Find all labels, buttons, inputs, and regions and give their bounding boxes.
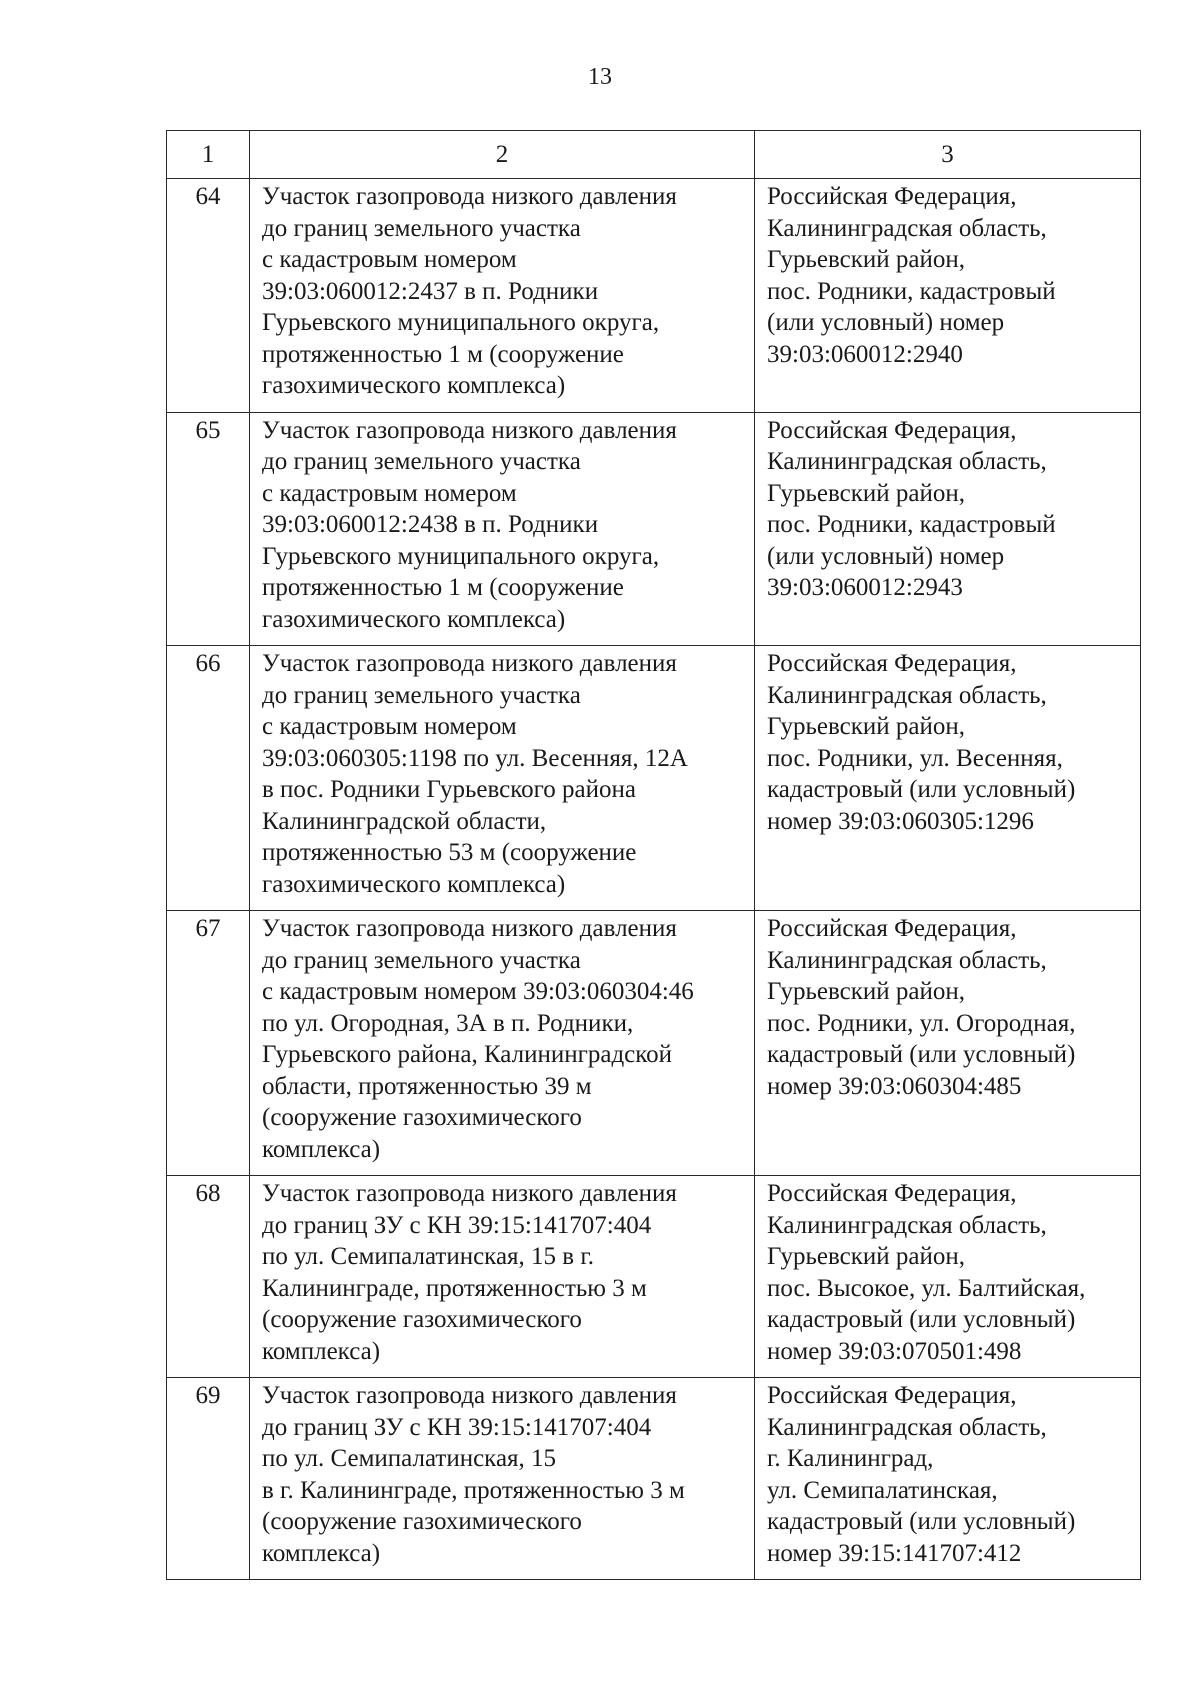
description-line: Калининграде, протяженностью 3 м bbox=[262, 1274, 647, 1302]
description-line: 39:03:060305:1198 по ул. Весенняя, 12А bbox=[262, 744, 688, 772]
description-line: области, протяженностью 39 м bbox=[262, 1072, 592, 1100]
object-address bbox=[755, 646, 1141, 911]
address-line: Калининградская область, bbox=[767, 448, 1047, 475]
object-description bbox=[250, 911, 755, 1176]
description-line: протяженностью 53 м (сооружение bbox=[262, 839, 637, 866]
table-row bbox=[167, 646, 1141, 911]
object-address bbox=[755, 179, 1141, 413]
description-line: Участок газопровода низкого давления bbox=[262, 915, 677, 942]
address-line: (или условный) номер bbox=[767, 542, 1005, 570]
address-line: кадастровый (или условный) bbox=[767, 1306, 1076, 1333]
description-line: (сооружение газохимического bbox=[262, 1508, 582, 1535]
description-line: Участок газопровода низкого давления bbox=[262, 416, 677, 444]
object-description bbox=[250, 1176, 755, 1378]
table-row bbox=[167, 1378, 1141, 1580]
table-row bbox=[167, 911, 1141, 1176]
address-line: Российская Федерация, bbox=[767, 183, 1017, 210]
description-line: Участок газопровода низкого давления bbox=[262, 183, 677, 210]
address-line: пос. Родники, кадастровый bbox=[767, 277, 1056, 305]
description-line: по ул. Огородная, 3А в п. Родники, bbox=[262, 1009, 634, 1037]
table-row bbox=[167, 412, 1141, 646]
address-line: Гурьевский район, bbox=[767, 978, 966, 1005]
address-line: пос. Родники, ул. Огородная, bbox=[767, 1009, 1076, 1037]
column-header-address: 3 bbox=[755, 131, 1141, 179]
description-line: до границ ЗУ с КН 39:15:141707:404 bbox=[262, 1413, 652, 1441]
description-line: 39:03:060012:2438 в п. Родники bbox=[262, 511, 599, 538]
description-line: с кадастровым номером 39:03:060304:46 bbox=[262, 978, 694, 1005]
description-line: с кадастровым номером bbox=[262, 713, 517, 740]
row-number: 68 bbox=[167, 1176, 250, 1378]
description-line: (сооружение газохимического bbox=[262, 1104, 582, 1131]
description-line: комплекса) bbox=[262, 1539, 381, 1567]
object-description bbox=[250, 412, 755, 646]
address-line: Российская Федерация, bbox=[767, 416, 1017, 444]
object-address bbox=[755, 911, 1141, 1176]
address-line: Гурьевский район, bbox=[767, 713, 966, 740]
description-line: Гурьевского муниципального округа, bbox=[262, 542, 660, 570]
description-line: в г. Калининграде, протяженностью 3 м bbox=[262, 1476, 685, 1504]
description-line: комплекса) bbox=[262, 1135, 381, 1163]
address-line: Российская Федерация, bbox=[767, 915, 1017, 942]
address-line: Гурьевский район, bbox=[767, 479, 966, 507]
address-line: Российская Федерация, bbox=[767, 1180, 1017, 1207]
table-row bbox=[167, 1176, 1141, 1378]
description-line: (сооружение газохимического bbox=[262, 1306, 582, 1333]
object-address bbox=[755, 1378, 1141, 1580]
address-line: Гурьевский район, bbox=[767, 246, 966, 273]
address-line: номер 39:03:060304:485 bbox=[767, 1072, 1022, 1100]
column-header-description: 2 bbox=[250, 131, 755, 179]
description-line: газохимического комплекса) bbox=[262, 372, 566, 399]
address-line: номер 39:03:070501:498 bbox=[767, 1337, 1022, 1365]
row-number: 69 bbox=[167, 1378, 250, 1580]
description-line: газохимического комплекса) bbox=[262, 870, 566, 898]
address-line: 39:03:060012:2940 bbox=[767, 340, 963, 368]
description-line: протяженностью 1 м (сооружение bbox=[262, 340, 624, 368]
row-number: 67 bbox=[167, 911, 250, 1176]
address-line: Российская Федерация, bbox=[767, 650, 1017, 677]
objects-table bbox=[166, 130, 1141, 1580]
address-line: Калининградская область, bbox=[767, 1211, 1047, 1239]
address-line: Гурьевский район, bbox=[767, 1243, 966, 1270]
table-row bbox=[167, 179, 1141, 413]
address-line: 39:03:060012:2943 bbox=[767, 574, 963, 601]
object-address bbox=[755, 1176, 1141, 1378]
address-line: пос. Родники, ул. Весенняя, bbox=[767, 744, 1063, 772]
address-line: Российская Федерация, bbox=[767, 1382, 1017, 1409]
description-line: протяженностью 1 м (сооружение bbox=[262, 574, 624, 601]
address-line: кадастровый (или условный) bbox=[767, 776, 1076, 803]
object-address bbox=[755, 412, 1141, 646]
address-line: пос. Высокое, ул. Балтийская, bbox=[767, 1274, 1086, 1302]
address-line: Калининградская область, bbox=[767, 214, 1047, 242]
address-line: (или условный) номер bbox=[767, 309, 1005, 336]
description-line: до границ земельного участка bbox=[262, 946, 581, 974]
description-line: газохимического комплекса) bbox=[262, 605, 566, 633]
address-line: ул. Семипалатинская, bbox=[767, 1476, 998, 1504]
description-line: до границ ЗУ с КН 39:15:141707:404 bbox=[262, 1211, 652, 1239]
address-line: кадастровый (или условный) bbox=[767, 1508, 1076, 1535]
description-line: по ул. Семипалатинская, 15 bbox=[262, 1445, 557, 1472]
description-line: Калининградской области, bbox=[262, 807, 547, 835]
description-line: 39:03:060012:2437 в п. Родники bbox=[262, 277, 599, 305]
description-line: комплекса) bbox=[262, 1337, 381, 1365]
row-number: 65 bbox=[167, 412, 250, 646]
description-line: до границ земельного участка bbox=[262, 214, 581, 242]
description-line: до границ земельного участка bbox=[262, 681, 581, 709]
row-number: 64 bbox=[167, 179, 250, 413]
address-line: г. Калининград, bbox=[767, 1445, 934, 1472]
address-line: Калининградская область, bbox=[767, 946, 1047, 974]
description-line: с кадастровым номером bbox=[262, 479, 517, 507]
description-line: Гурьевского района, Калининградской bbox=[262, 1041, 673, 1068]
description-line: Участок газопровода низкого давления bbox=[262, 1180, 677, 1207]
description-line: Участок газопровода низкого давления bbox=[262, 1382, 677, 1409]
description-line: с кадастровым номером bbox=[262, 246, 517, 273]
description-line: Участок газопровода низкого давления bbox=[262, 650, 677, 677]
address-line: Калининградская область, bbox=[767, 1413, 1047, 1441]
object-description bbox=[250, 179, 755, 413]
address-line: кадастровый (или условный) bbox=[767, 1041, 1076, 1068]
row-number: 66 bbox=[167, 646, 250, 911]
address-line: Калининградская область, bbox=[767, 681, 1047, 709]
address-line: пос. Родники, кадастровый bbox=[767, 511, 1056, 538]
description-line: Гурьевского муниципального округа, bbox=[262, 309, 660, 336]
object-description bbox=[250, 1378, 755, 1580]
column-header-number: 1 bbox=[167, 131, 250, 179]
description-line: до границ земельного участка bbox=[262, 448, 581, 475]
address-line: номер 39:15:141707:412 bbox=[767, 1539, 1022, 1567]
page-number: 13 bbox=[588, 64, 612, 90]
address-line: номер 39:03:060305:1296 bbox=[767, 807, 1034, 835]
description-line: в пос. Родники Гурьевского района bbox=[262, 776, 636, 803]
description-line: по ул. Семипалатинская, 15 в г. bbox=[262, 1243, 595, 1270]
table-header-row bbox=[167, 131, 1141, 179]
object-description bbox=[250, 646, 755, 911]
